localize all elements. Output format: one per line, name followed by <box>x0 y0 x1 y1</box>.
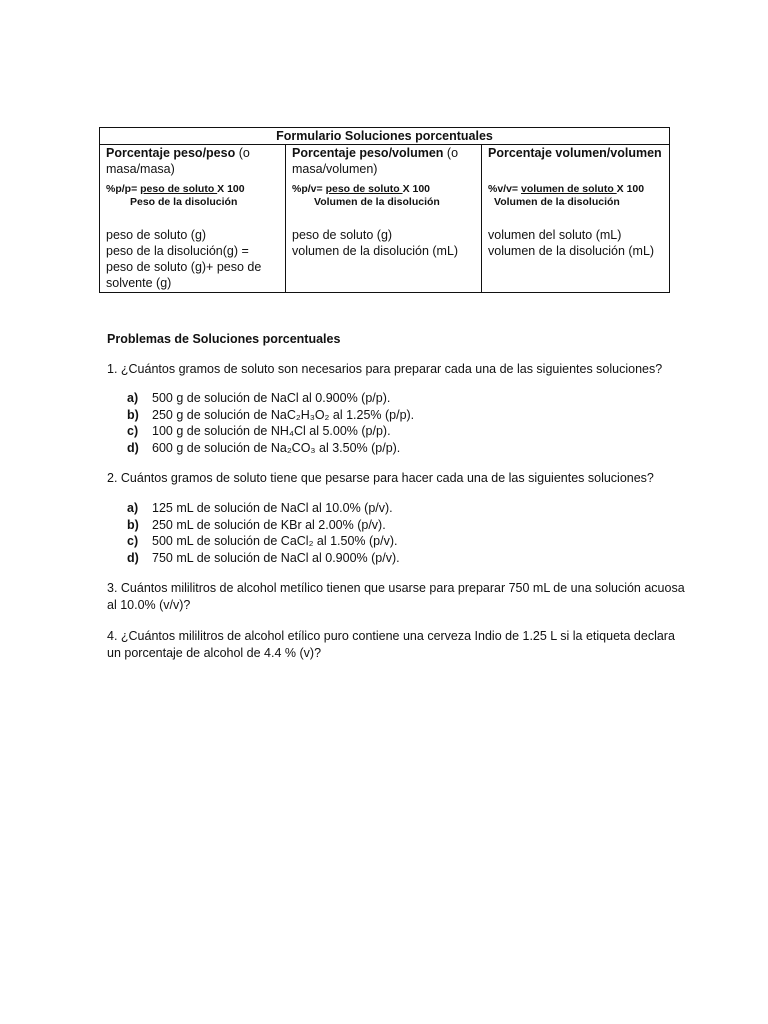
formula-pp: %p/p= peso de soluto X 100 Peso de la disolución <box>106 183 245 208</box>
variables-list: volumen del soluto (mL) volumen de la disolución (mL) <box>488 228 655 258</box>
col-peso-volumen <box>286 145 482 293</box>
col-peso-peso <box>100 145 286 293</box>
list-item: a) 500 g de solución de NaCl al 0.900% (p/p). <box>127 391 391 405</box>
variables-list: peso de soluto (g) volumen de la disolución (mL) <box>292 228 459 258</box>
col-header: Porcentaje peso/peso (o masa/masa) <box>106 146 250 176</box>
question-1: 1. ¿Cuántos gramos de soluto son necesarios para preparar cada una de las siguientes soluciones? <box>107 362 663 376</box>
list-item: b) 250 g de solución de NaC₂H₃O₂ al 1.25% (p/p). <box>127 407 415 422</box>
col-header: Porcentaje peso/volumen (o masa/volumen) <box>292 146 459 176</box>
list-item: b) 250 mL de solución de KBr al 2.00% (p/v). <box>127 517 386 532</box>
question-2: 2. Cuántos gramos de soluto tiene que pesarse para hacer cada una de las siguientes soluciones? <box>107 471 654 485</box>
list-item: a) 125 mL de solución de NaCl al 10.0% (p/v). <box>127 501 393 515</box>
question-4: 4. ¿Cuántos mililitros de alcohol etílico puro contiene una cerveza Indio de 1.25 L si la etiqueta declara un porcentaje de alcohol de 4.4 % (v)? <box>107 629 675 660</box>
formula-pv: %p/v= peso de soluto X 100 Volumen de la disolución <box>292 183 440 208</box>
table-title: Formulario Soluciones porcentuales <box>100 128 670 145</box>
problems-title: Problemas de Soluciones porcentuales <box>107 332 341 346</box>
list-item: d) 600 g de solución de Na₂CO₃ al 3.50% (p/p). <box>127 440 401 455</box>
formula-table <box>99 127 670 293</box>
col-header: Porcentaje volumen/volumen <box>488 146 662 160</box>
question-2-list <box>127 500 400 566</box>
formula-vv: %v/v= volumen de soluto X 100 Volumen de la disolución <box>488 183 645 208</box>
list-item: d) 750 mL de solución de NaCl al 0.900% (p/v). <box>127 550 400 565</box>
question-1-list <box>127 390 414 456</box>
question-3: 3. Cuántos mililitros de alcohol metílico tienen que usarse para preparar 750 mL de una solución acuosa al 10.0% (v/v)? <box>107 581 685 612</box>
list-item: c) 100 g de solución de NH₄Cl al 5.00% (p/p). <box>127 424 391 438</box>
col-volumen-volumen <box>482 145 670 293</box>
list-item: c) 500 mL de solución de CaCl₂ al 1.50% (p/v). <box>127 534 398 548</box>
variables-list: peso de soluto (g) peso de la disolución(g) = peso de soluto (g)+ peso de solvente (g) <box>106 228 262 290</box>
